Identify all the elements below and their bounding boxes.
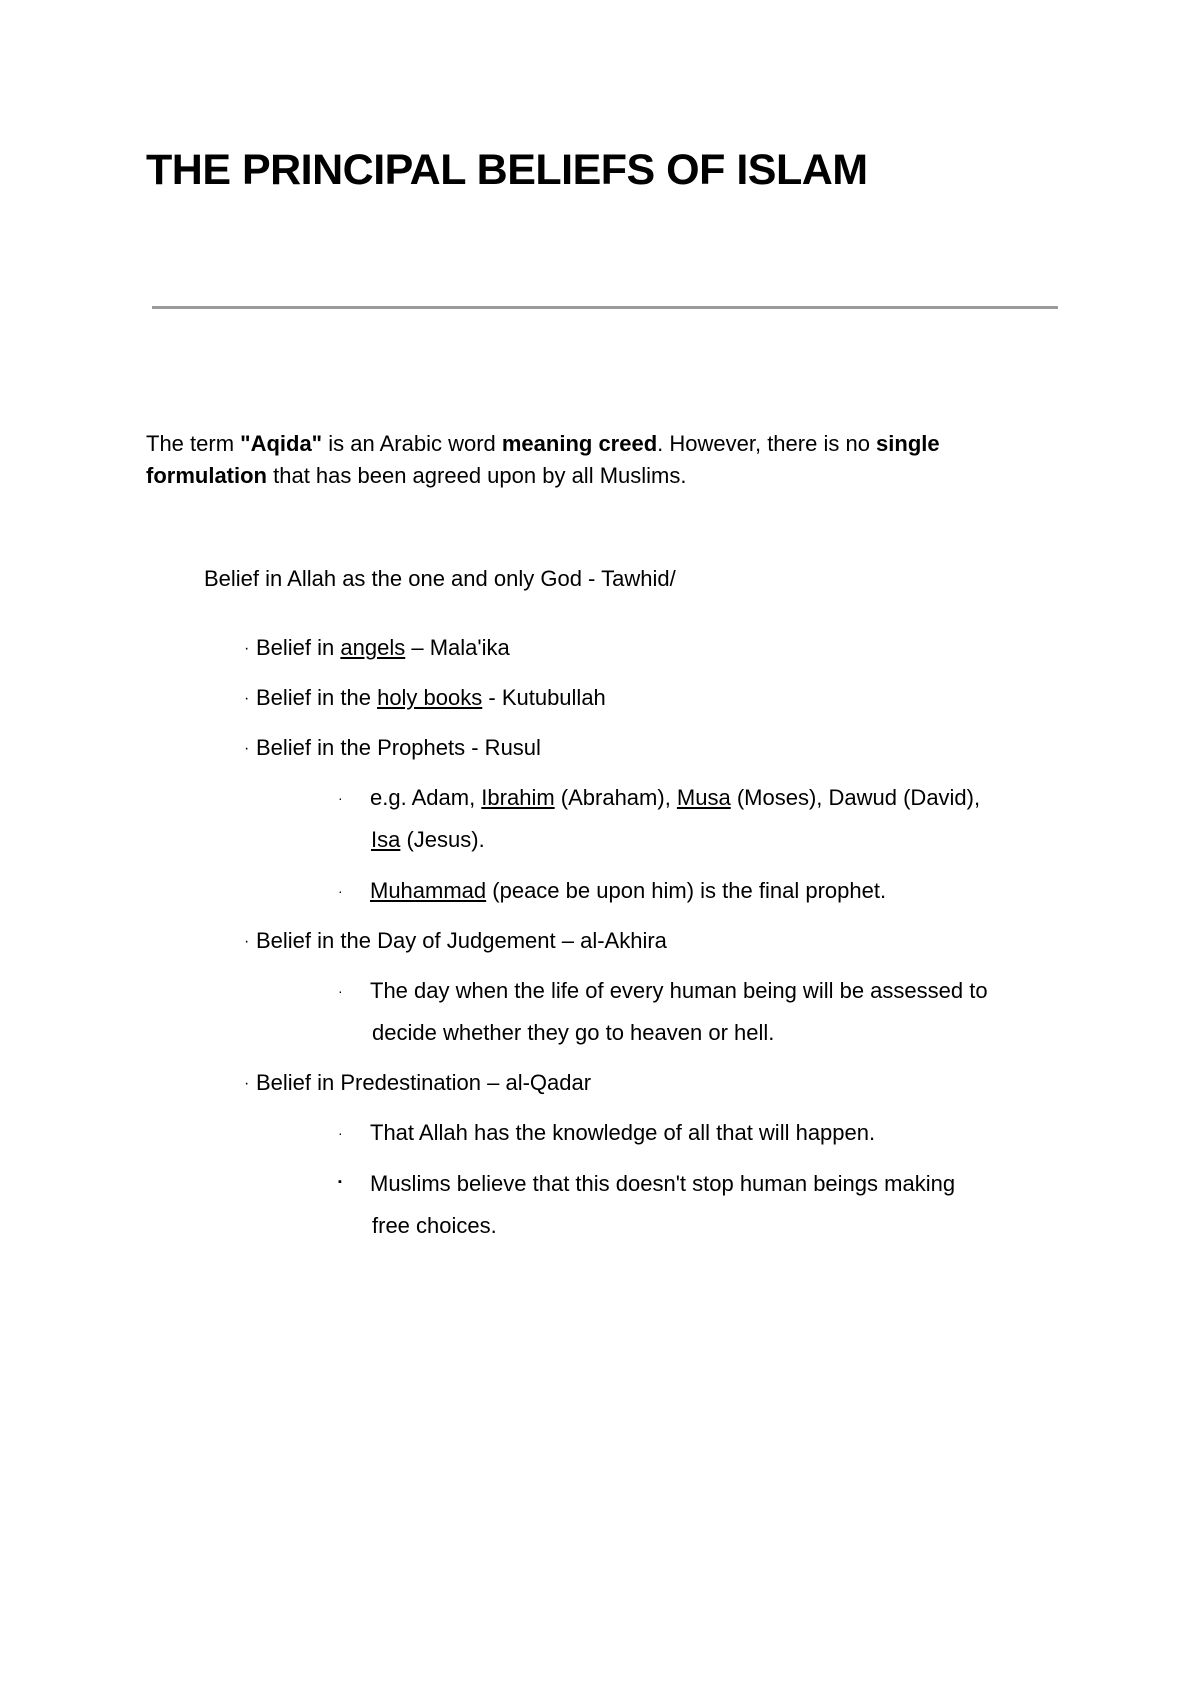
- intro-text: The term: [146, 431, 241, 456]
- horizontal-divider: [152, 306, 1058, 309]
- single-word: single: [876, 431, 940, 456]
- intro-text: that has been agreed upon by all Muslims.: [267, 463, 687, 488]
- sub-bullet-icon: ·: [338, 1125, 343, 1141]
- musa-link[interactable]: Musa: [676, 785, 731, 810]
- sub-bullet-icon: ·: [338, 883, 343, 899]
- example-text: (Moses), Dawud (David),: [730, 785, 981, 810]
- belief-text: Belief in: [256, 635, 341, 660]
- belief-text: Belief in Predestination – al-Qadar: [256, 1070, 592, 1095]
- belief-text: – Mala'ika: [405, 635, 510, 660]
- intro-text: is an Arabic word: [322, 431, 502, 456]
- belief-prophets: [244, 733, 541, 764]
- judgement-detail-cont: decide whether they go to heaven or hell.: [372, 1020, 775, 1045]
- example-text: (peace be upon him) is the final prophet.: [486, 878, 887, 903]
- example-text: (Jesus).: [400, 827, 485, 852]
- predestination-detail-b-cont: free choices.: [372, 1213, 497, 1238]
- predestination-detail-a: That Allah has the knowledge of all that will happen.: [370, 1120, 876, 1145]
- intro-paragraph: [146, 428, 1066, 492]
- judgement-detail: The day when the life of every human being will be assessed to: [370, 978, 988, 1003]
- example-text: e.g. Adam,: [370, 785, 482, 810]
- angels-link[interactable]: angels: [340, 635, 406, 660]
- bullet-icon: ·: [244, 740, 250, 757]
- sub-bullet-icon: ·: [338, 983, 343, 999]
- final-prophet: [370, 876, 886, 906]
- belief-predestination: [244, 1068, 591, 1099]
- bullet-icon: ·: [244, 640, 250, 657]
- belief-holy-books: [244, 683, 606, 714]
- isa-link[interactable]: Isa: [371, 827, 401, 852]
- belief-judgement: [244, 926, 667, 957]
- meaning-creed-phrase: meaning creed: [501, 431, 658, 456]
- intro-text: . However, there is no: [657, 431, 877, 456]
- page-title: THE PRINCIPAL BELIEFS OF ISLAM: [146, 146, 868, 194]
- prophets-examples-cont: [371, 825, 485, 855]
- prophets-examples: [370, 783, 980, 813]
- belief-text: Belief in the Day of Judgement – al-Akhira: [256, 928, 667, 953]
- muhammad-link[interactable]: Muhammad: [370, 878, 487, 903]
- bullet-icon: ·: [244, 1075, 250, 1092]
- belief-angels: [244, 633, 510, 664]
- ibrahim-link[interactable]: Ibrahim: [481, 785, 555, 810]
- belief-text: Belief in the Prophets - Rusul: [256, 735, 541, 760]
- sub-bullet-icon: ·: [338, 790, 343, 806]
- example-text: (Abraham),: [554, 785, 677, 810]
- aqida-term: "Aqida": [240, 431, 323, 456]
- belief-text: Belief in the: [256, 685, 378, 710]
- holy-books-link[interactable]: holy books: [377, 685, 483, 710]
- square-bullet-icon: ▪: [338, 1176, 342, 1188]
- predestination-detail-b: Muslims believe that this doesn't stop human beings making: [370, 1171, 956, 1196]
- belief-text: - Kutubullah: [482, 685, 606, 710]
- formulation-word: formulation: [146, 463, 267, 488]
- bullet-icon: ·: [244, 690, 250, 707]
- bullet-icon: ·: [244, 933, 250, 950]
- belief-allah: Belief in Allah as the one and only God - Tawhid/: [204, 566, 676, 591]
